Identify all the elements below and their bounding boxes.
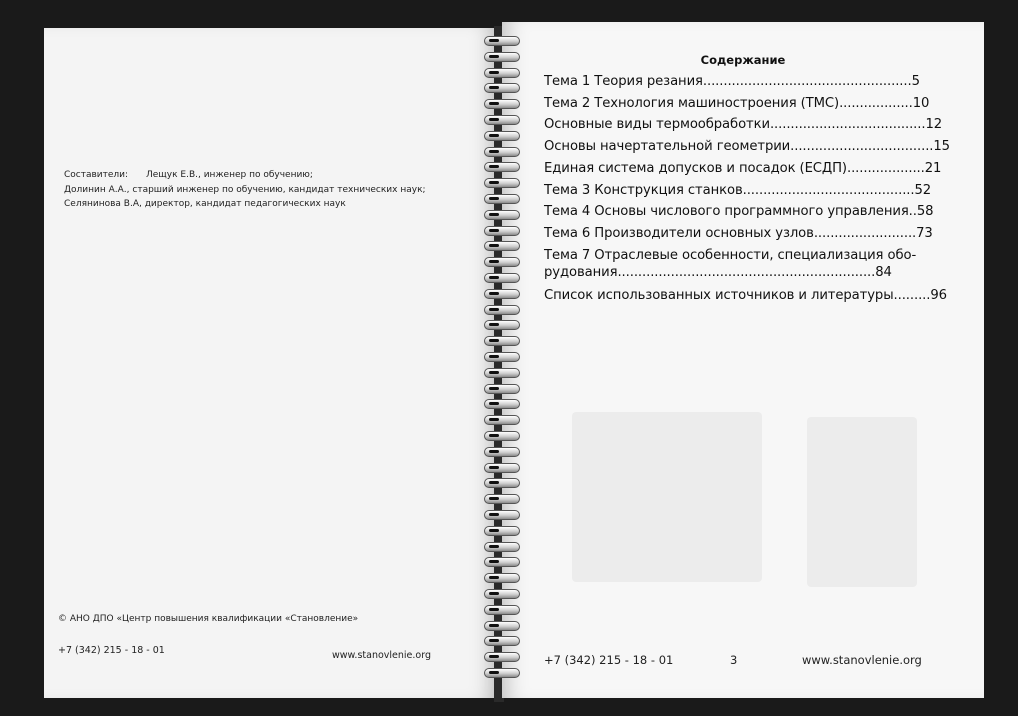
spiral-coil [484,621,520,631]
copyright-text: © АНО ДПО «Центр повышения квалификации «Становление» [58,614,359,624]
toc-item: Список использованных источников и литературы.........96 [544,287,947,303]
spiral-coil [484,463,520,473]
spiral-coil [484,68,520,78]
spiral-coil [484,336,520,346]
spiral-coil [484,162,520,172]
spiral-coil [484,52,520,62]
spiral-coil [484,636,520,646]
spiral-coil [484,115,520,125]
spiral-coil [484,320,520,330]
spiral-coil [484,257,520,267]
authors-label: Составители: [64,170,129,180]
author-line-3: Селянинова В.А, директор, кандидат педагогических наук [64,199,346,209]
toc-item: Тема 2 Технология машиностроения (ТМС)..................10 [544,95,930,111]
toc-item: Тема 7 Отраслевые особенности, специализация обо- рудования...............................................................84 [544,247,917,281]
spiral-coil [484,589,520,599]
toc-title: Содержание [700,53,786,67]
spiral-coil [484,289,520,299]
toc-item: Тема 6 Производители основных узлов.........................73 [544,225,933,241]
right-page [502,22,984,698]
spiral-coil [484,368,520,378]
table-of-contents [544,71,950,306]
toc-item: Тема 1 Теория резания...................................................5 [544,74,920,89]
spiral-coil [484,510,520,520]
author-name: Лещук Е.В., инженер по обучению; [146,170,313,180]
spiral-coil [484,526,520,536]
spiral-coil [484,194,520,204]
spiral-binding [484,36,524,686]
spiral-coil [484,83,520,93]
bleed-through-figure-right [807,417,917,587]
spiral-coil [484,210,520,220]
spiral-coil [484,36,520,46]
toc-item: Единая система допусков и посадок (ЕСДП)...................21 [544,160,942,176]
toc-item: Основы начертательной геометрии...................................15 [544,139,950,155]
right-footer-phone: +7 (342) 215 - 18 - 01 [544,653,674,667]
spiral-coil [484,494,520,504]
spiral-coil [484,273,520,283]
left-website: www.stanovlenie.org [332,650,431,661]
toc-item: Основные виды термообработки......................................12 [544,117,943,133]
left-phone: +7 (342) 215 - 18 - 01 [58,645,165,656]
spiral-coil [484,178,520,188]
spiral-coil [484,226,520,236]
spiral-coil [484,147,520,157]
page-number: 3 [730,653,738,667]
spiral-coil [484,478,520,488]
spiral-coil [484,557,520,567]
spiral-coil [484,399,520,409]
author-line-2: Долинин А.А., старший инженер по обучению, кандидат технических наук; [64,184,426,195]
author-line-1 [64,168,484,183]
spiral-coil [484,305,520,315]
spiral-coil [484,384,520,394]
spiral-coil [484,668,520,678]
toc-item: Тема 4 Основы числового программного управления..58 [544,204,934,220]
toc-item: Тема 3 Конструкция станков..........................................52 [544,182,932,198]
spiral-coil [484,415,520,425]
spiral-coil [484,652,520,662]
spiral-coil [484,573,520,583]
right-footer-website: www.stanovlenie.org [802,653,922,667]
bleed-through-figure-left [572,412,762,582]
left-page [44,28,496,698]
spiral-coil [484,131,520,141]
spiral-coil [484,99,520,109]
spiral-coil [484,352,520,362]
spiral-coil [484,241,520,251]
authors-block [64,168,484,212]
spiral-coil [484,431,520,441]
spiral-coil [484,542,520,552]
spiral-coil [484,605,520,615]
spiral-coil [484,447,520,457]
